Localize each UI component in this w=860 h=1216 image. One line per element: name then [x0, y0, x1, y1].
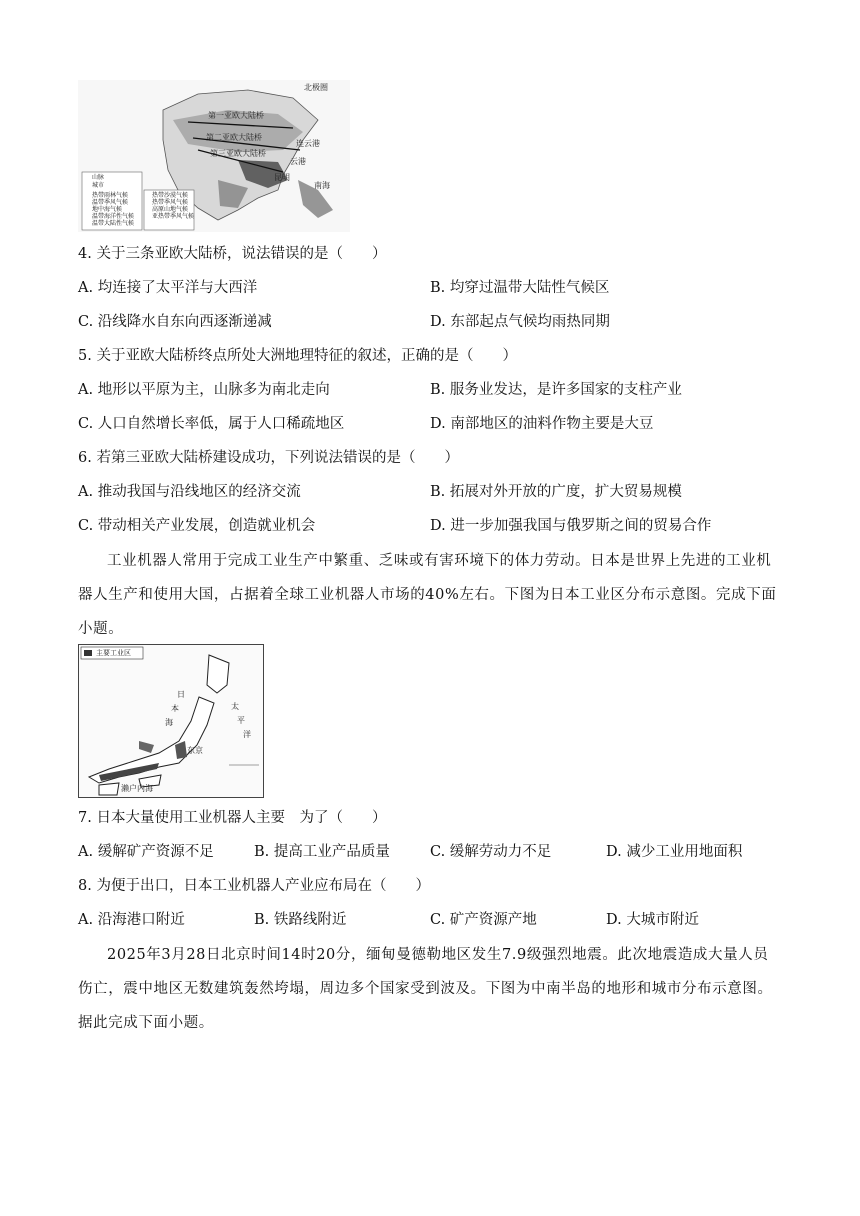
- map1-route-3: 第三亚欧大陆桥: [210, 149, 266, 158]
- map1-route-2: 第二亚欧大陆桥: [206, 133, 262, 142]
- map2-label-tai: 太: [231, 702, 239, 711]
- q7-option-c: C. 缓解劳动力不足: [430, 844, 552, 860]
- map1-legend-item: 城市: [92, 182, 105, 189]
- map1-legend-item: 温带大陆性气候: [92, 220, 135, 227]
- q7-option-a: A. 缓解矿产资源不足: [78, 844, 214, 860]
- map1-legend-item: 山脉: [92, 174, 105, 181]
- eurasia-map: [78, 80, 350, 232]
- q5-option-b: B. 服务业发达，是许多国家的支柱产业: [430, 382, 682, 398]
- passage-industrial-robots: 工业机器人常用于完成工业生产中繁重、乏味或有害环境下的体力劳动。日本是世界上先进的工业机器人生产和使用大国，占据着全球工业机器人市场的40%左右。下图为日本工业区分布示意图。完成下面小题。: [78, 553, 777, 637]
- q8-option-a: A. 沿海港口附近: [78, 912, 185, 928]
- map1-legend-item: 地中海气候: [92, 206, 123, 213]
- q4-stem: 4. 关于三条亚欧大陆桥，说法错误的是（ ）: [78, 246, 387, 262]
- q4-option-b: B. 均穿过温带大陆性气候区: [430, 280, 610, 296]
- map2-label-yang: 洋: [243, 730, 251, 739]
- q8-option-d: D. 大城市附近: [606, 912, 699, 928]
- map1-place-kunming: 昆明: [274, 173, 290, 182]
- map1-place-lianyungang: 连云港: [296, 139, 320, 148]
- map2-label-setonaikai: 濑户内海: [121, 784, 153, 793]
- q5-option-d: D. 南部地区的油料作物主要是大豆: [430, 416, 654, 432]
- map2-label-ben: 本: [171, 704, 179, 713]
- q6-option-d: D. 进一步加强我国与俄罗斯之间的贸易合作: [430, 518, 712, 534]
- map1-legend-item: 热带季风气候: [152, 199, 189, 206]
- q5-option-c: C. 人口自然增长率低，属于人口稀疏地区: [78, 416, 345, 432]
- q6-option-b: B. 拓展对外开放的广度，扩大贸易规模: [430, 484, 682, 500]
- map1-legend-item: 亚热带季风气候: [152, 213, 195, 220]
- q5-option-a: A. 地形以平原为主，山脉多为南北走向: [78, 382, 330, 398]
- map1-legend-item: 高原山地气候: [152, 206, 189, 213]
- q8-option-b: B. 铁路线附近: [254, 912, 347, 928]
- q4-option-d: D. 东部起点气候均雨热同期: [430, 314, 610, 330]
- passage-myanmar-earthquake: 2025年3月28日北京时间14时20分，缅甸曼德勒地区发生7.9级强烈地震。此次地震造成大量人员伤亡，震中地区无数建筑轰然垮塌，周边多个国家受到波及。下图为中南半岛的地形和城市分布示意图。据此完成下面小题。: [78, 947, 773, 1031]
- q6-option-a: A. 推动我国与沿线地区的经济交流: [78, 484, 301, 500]
- map2-label-hai: 海: [165, 718, 173, 727]
- japan-industry-map: [78, 644, 264, 798]
- q6-stem: 6. 若第三亚欧大陆桥建设成功，下列说法错误的是（ ）: [78, 450, 459, 466]
- q4-option-c: C. 沿线降水自东向西逐渐递减: [78, 314, 272, 330]
- q6-option-c: C. 带动相关产业发展，创造就业机会: [78, 518, 316, 534]
- map1-place-arctic: 北极圈: [304, 83, 328, 92]
- map1-legend-item: 温带季风气候: [92, 199, 129, 206]
- map1-legend-item: 热带沙漠气候: [152, 192, 189, 199]
- map1-place-south-sea: 南海: [314, 181, 330, 190]
- q8-option-c: C. 矿产资源产地: [430, 912, 537, 928]
- map2-label-ri: 日: [177, 690, 185, 699]
- map1-legend-item: 温带海洋性气候: [92, 213, 135, 220]
- map1-legend-item: 热带雨林气候: [92, 192, 129, 199]
- map1-place-yungang: 云港: [290, 157, 306, 166]
- q4-option-a: A. 均连接了太平洋与大西洋: [78, 280, 258, 296]
- q7-option-b: B. 提高工业产品质量: [254, 844, 390, 860]
- map2-label-tokyo: 东京: [187, 746, 203, 755]
- q7-stem: 7. 日本大量使用工业机器人主要 为了（ ）: [78, 810, 387, 826]
- q8-stem: 8. 为便于出口，日本工业机器人产业应布局在（ ）: [78, 878, 430, 894]
- q5-stem: 5. 关于亚欧大陆桥终点所处大洲地理特征的叙述，正确的是（ ）: [78, 348, 517, 364]
- map2-legend: 主要工业区: [96, 649, 131, 657]
- map2-label-ping: 平: [237, 716, 245, 725]
- map1-route-1: 第一亚欧大陆桥: [208, 111, 264, 120]
- q7-option-d: D. 减少工业用地面积: [606, 844, 743, 860]
